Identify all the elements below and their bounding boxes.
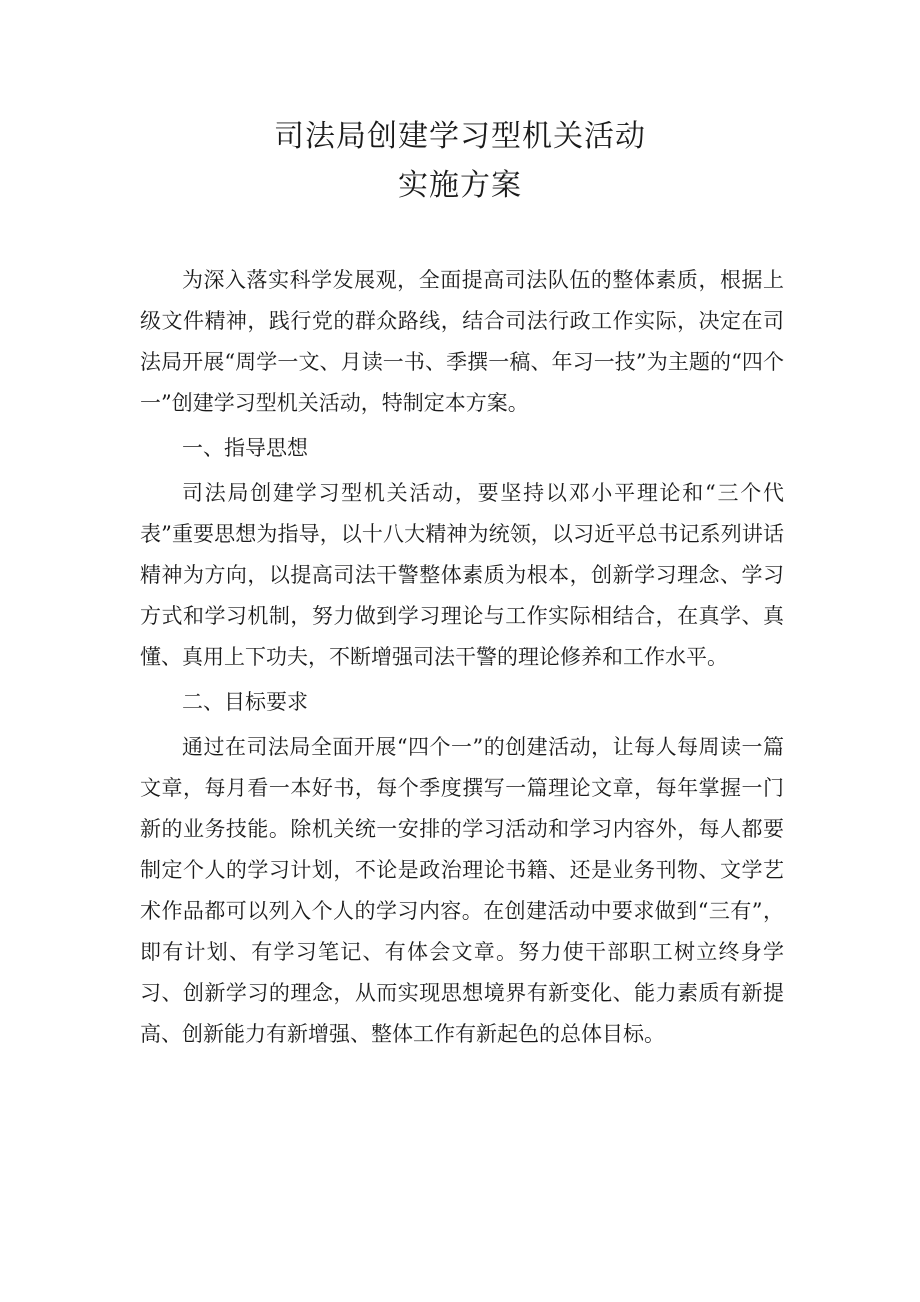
section-body-guiding-ideology: 司法局创建学习型机关活动，要坚持以邓小平理论和“三个代表”重要思想为指导，以十八大精神为统领，以习近平总书记系列讲话精神为方向，以提高司法干警整体素质为根本，创新学习理念、学习方式和学习机制，努力做到学习理论与工作实际相结合，在真学、真懂、真用上下功夫，不断增强司法干警的理论修养和工作水平。: [140, 481, 784, 669]
document-body: [140, 260, 784, 1055]
section-heading-guiding-ideology: 一、指导思想: [182, 436, 308, 460]
section-heading-goals: 二、目标要求: [182, 690, 308, 714]
document-title: 司法局创建学习型机关活动: [274, 119, 646, 154]
intro-paragraph: 为深入落实科学发展观，全面提高司法队伍的整体素质，根据上级文件精神，践行党的群众路线，结合司法行政工作实际，决定在司法局开展“周学一文、月读一书、季撰一稿、年习一技”为主题的“四个一”创建学习型机关活动，特制定本方案。: [140, 268, 784, 415]
document-subtitle: 实施方案: [398, 168, 522, 203]
section-body-goals: 通过在司法局全面开展“四个一”的创建活动，让每人每周读一篇文章，每月看一本好书，每个季度撰写一篇理论文章，每年掌握一门新的业务技能。除机关统一安排的学习活动和学习内容外，每人都要制定个人的学习计划，不论是政治理论书籍、还是业务刊物、文学艺术作品都可以列入个人的学习内容。在创建活动中要求做到“三有”，即有计划、有学习笔记、有体会文章。努力使干部职工树立终身学习、创新学习的理念，从而实现思想境界有新变化、能力素质有新提高、创新能力有新增强、整体工作有新起色的总体目标。: [140, 735, 784, 1046]
